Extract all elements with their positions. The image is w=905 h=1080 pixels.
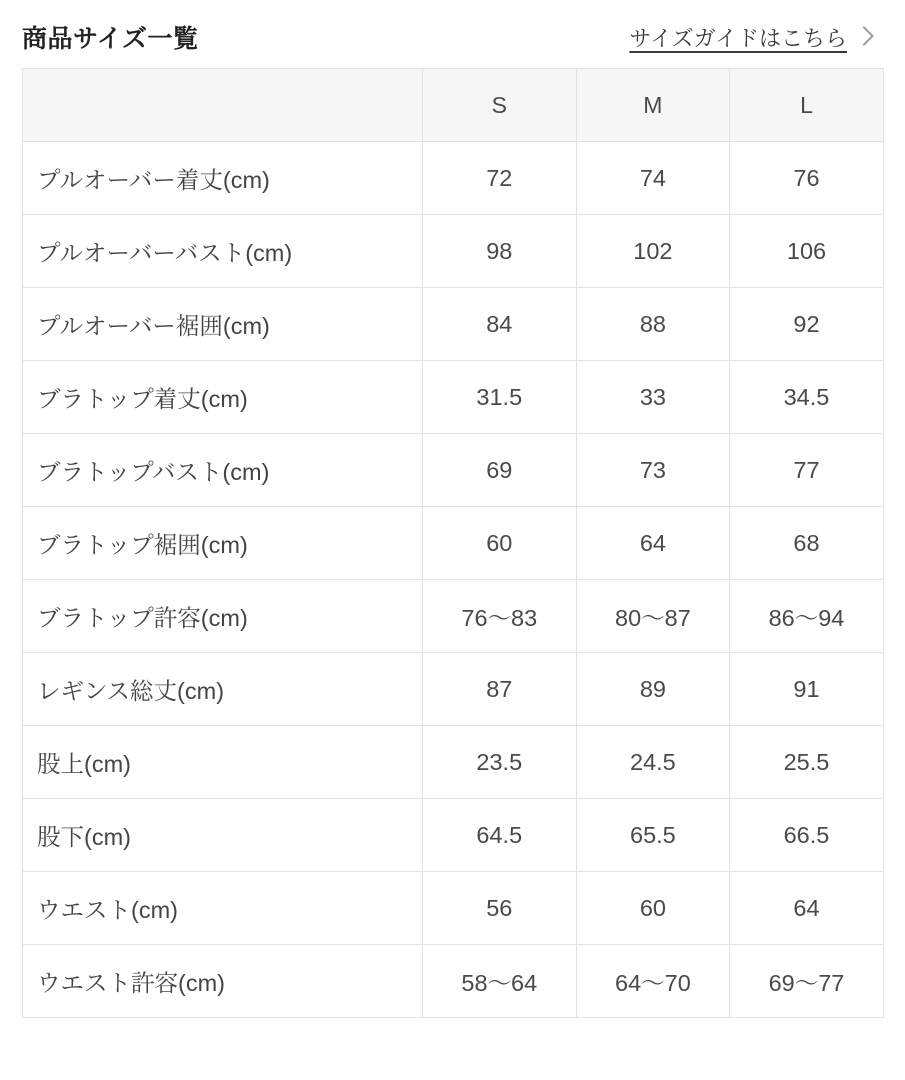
cell-m: 64〜70 [576, 945, 730, 1018]
row-label: ブラトップ着丈(cm) [23, 361, 423, 434]
cell-l: 86〜94 [730, 580, 884, 653]
cell-s: 23.5 [423, 726, 577, 799]
cell-m: 88 [576, 288, 730, 361]
cell-s: 64.5 [423, 799, 577, 872]
row-label: ブラトップ裾囲(cm) [23, 507, 423, 580]
cell-m: 65.5 [576, 799, 730, 872]
row-label: ウエスト(cm) [23, 872, 423, 945]
cell-m: 73 [576, 434, 730, 507]
cell-s: 69 [423, 434, 577, 507]
table-row [23, 726, 884, 799]
column-header-l: L [730, 69, 884, 142]
product-size-table [22, 68, 884, 1018]
cell-s: 84 [423, 288, 577, 361]
cell-l: 68 [730, 507, 884, 580]
row-label: レギンス総丈(cm) [23, 653, 423, 726]
cell-l: 34.5 [730, 361, 884, 434]
row-label: ブラトップ許容(cm) [23, 580, 423, 653]
cell-l: 106 [730, 215, 884, 288]
row-label: ブラトップバスト(cm) [23, 434, 423, 507]
column-header-s: S [423, 69, 577, 142]
cell-l: 66.5 [730, 799, 884, 872]
row-label: 股下(cm) [23, 799, 423, 872]
cell-s: 87 [423, 653, 577, 726]
cell-l: 76 [730, 142, 884, 215]
row-label: プルオーバー裾囲(cm) [23, 288, 423, 361]
row-label: プルオーバーバスト(cm) [23, 215, 423, 288]
table-row [23, 507, 884, 580]
cell-l: 25.5 [730, 726, 884, 799]
cell-m: 60 [576, 872, 730, 945]
row-label: ウエスト許容(cm) [23, 945, 423, 1018]
column-header-m: M [576, 69, 730, 142]
cell-l: 69〜77 [730, 945, 884, 1018]
table-row [23, 361, 884, 434]
table-head [23, 69, 884, 142]
table-body [23, 142, 884, 1018]
cell-s: 31.5 [423, 361, 577, 434]
cell-m: 74 [576, 142, 730, 215]
table-row [23, 580, 884, 653]
cell-s: 60 [423, 507, 577, 580]
cell-s: 76〜83 [423, 580, 577, 653]
cell-m: 80〜87 [576, 580, 730, 653]
cell-l: 77 [730, 434, 884, 507]
table-row [23, 945, 884, 1018]
cell-m: 89 [576, 653, 730, 726]
page-title: 商品サイズ一覧 [22, 25, 199, 53]
chevron-right-icon [854, 26, 874, 46]
cell-l: 64 [730, 872, 884, 945]
cell-l: 92 [730, 288, 884, 361]
table-row [23, 799, 884, 872]
table-row [23, 434, 884, 507]
cell-m: 102 [576, 215, 730, 288]
table-row [23, 215, 884, 288]
table-corner-cell [23, 69, 423, 142]
table-row [23, 288, 884, 361]
cell-m: 64 [576, 507, 730, 580]
table-row [23, 653, 884, 726]
cell-s: 72 [423, 142, 577, 215]
table-header-row [23, 69, 884, 142]
row-label: 股上(cm) [23, 726, 423, 799]
size-guide-link-label: サイズガイドはこちら [629, 25, 847, 51]
cell-s: 98 [423, 215, 577, 288]
row-label: プルオーバー着丈(cm) [23, 142, 423, 215]
cell-l: 91 [730, 653, 884, 726]
table-row [23, 872, 884, 945]
page-header [22, 0, 883, 68]
cell-m: 24.5 [576, 726, 730, 799]
cell-m: 33 [576, 361, 730, 434]
cell-s: 58〜64 [423, 945, 577, 1018]
cell-s: 56 [423, 872, 577, 945]
size-guide-link[interactable] [629, 22, 871, 53]
table-row [23, 142, 884, 215]
